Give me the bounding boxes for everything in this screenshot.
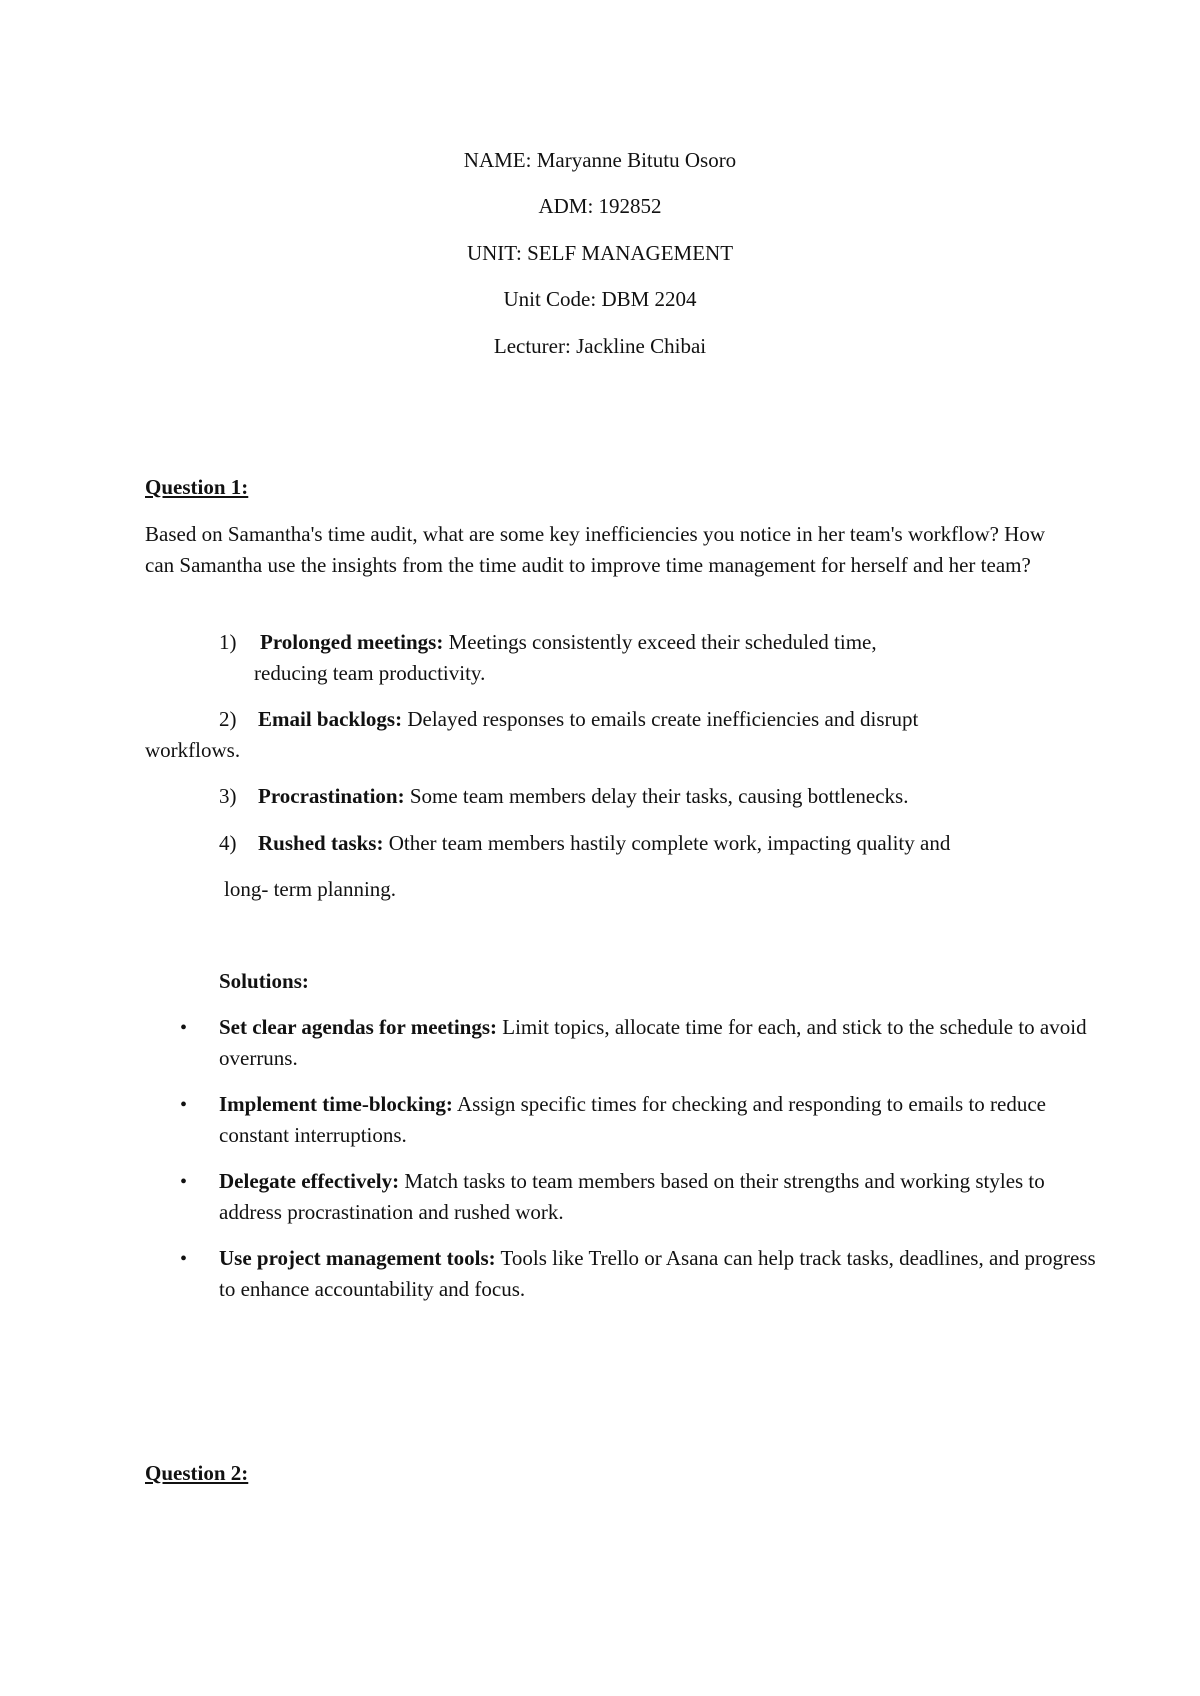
student-name: NAME: Maryanne Bitutu Osoro bbox=[463, 148, 737, 172]
question-2-heading: Question 2: bbox=[145, 1461, 249, 1485]
list-item-title: Procrastination: bbox=[258, 784, 405, 808]
bullet-icon: • bbox=[180, 1017, 188, 1039]
question-1-prompt: Based on Samantha's time audit, what are some key inefficiencies you notice in her team's workflow? How can Samantha use the insights from the time audit to improve time management for herself and her team? bbox=[145, 522, 1046, 577]
solution-text: Assign specific times for checking and responding to emails to reduce constant interruptions. bbox=[219, 1092, 1047, 1147]
solution-item bbox=[219, 1089, 1099, 1150]
bullet-icon: • bbox=[180, 1171, 188, 1193]
list-item-text: Other team members hastily complete work, impacting quality and bbox=[383, 831, 951, 855]
solutions-heading: Solutions: bbox=[219, 969, 309, 993]
lecturer-name: Lecturer: Jackline Chibai bbox=[493, 334, 707, 358]
list-item bbox=[260, 629, 877, 655]
solution-title: Implement time-blocking: bbox=[219, 1092, 453, 1116]
bullet-icon: • bbox=[180, 1094, 188, 1116]
solution-item bbox=[219, 1243, 1099, 1304]
list-item-title: Email backlogs: bbox=[258, 707, 403, 731]
list-item bbox=[258, 830, 950, 856]
list-item bbox=[258, 783, 908, 809]
solution-text: Match tasks to team members based on their strengths and working styles to address procrastination and rushed work. bbox=[219, 1169, 1045, 1224]
solution-title: Use project management tools: bbox=[219, 1246, 496, 1270]
solution-item bbox=[219, 1012, 1099, 1073]
solution-text: Tools like Trello or Asana can help track tasks, deadlines, and progress to enhance accountability and focus. bbox=[219, 1246, 1096, 1301]
list-item-number: 4) bbox=[219, 831, 237, 855]
solution-title: Set clear agendas for meetings: bbox=[219, 1015, 498, 1039]
unit-title: UNIT: SELF MANAGEMENT bbox=[466, 241, 734, 265]
list-item-text: Meetings consistently exceed their scheduled time, bbox=[443, 630, 877, 654]
list-item-continuation: reducing team productivity. bbox=[254, 661, 486, 685]
list-item-text: Delayed responses to emails create inefficiencies and disrupt bbox=[402, 707, 919, 731]
list-item bbox=[258, 706, 918, 732]
list-item-number: 1) bbox=[219, 630, 237, 654]
admission-number: ADM: 192852 bbox=[538, 194, 662, 218]
list-item-number: 3) bbox=[219, 784, 237, 808]
list-item-continuation: long- term planning. bbox=[224, 877, 397, 901]
solution-text: Limit topics, allocate time for each, and stick to the schedule to avoid overruns. bbox=[219, 1015, 1087, 1070]
solution-title: Delegate effectively: bbox=[219, 1169, 400, 1193]
solution-item bbox=[219, 1166, 1099, 1227]
list-item-title: Rushed tasks: bbox=[258, 831, 384, 855]
question-1-heading: Question 1: bbox=[145, 475, 249, 499]
list-item-text: Some team members delay their tasks, causing bottlenecks. bbox=[404, 784, 909, 808]
list-item-continuation: workflows. bbox=[145, 738, 241, 762]
list-item-title: Prolonged meetings: bbox=[260, 630, 444, 654]
list-item-number: 2) bbox=[219, 707, 237, 731]
unit-code: Unit Code: DBM 2204 bbox=[503, 287, 697, 311]
bullet-icon: • bbox=[180, 1248, 188, 1270]
